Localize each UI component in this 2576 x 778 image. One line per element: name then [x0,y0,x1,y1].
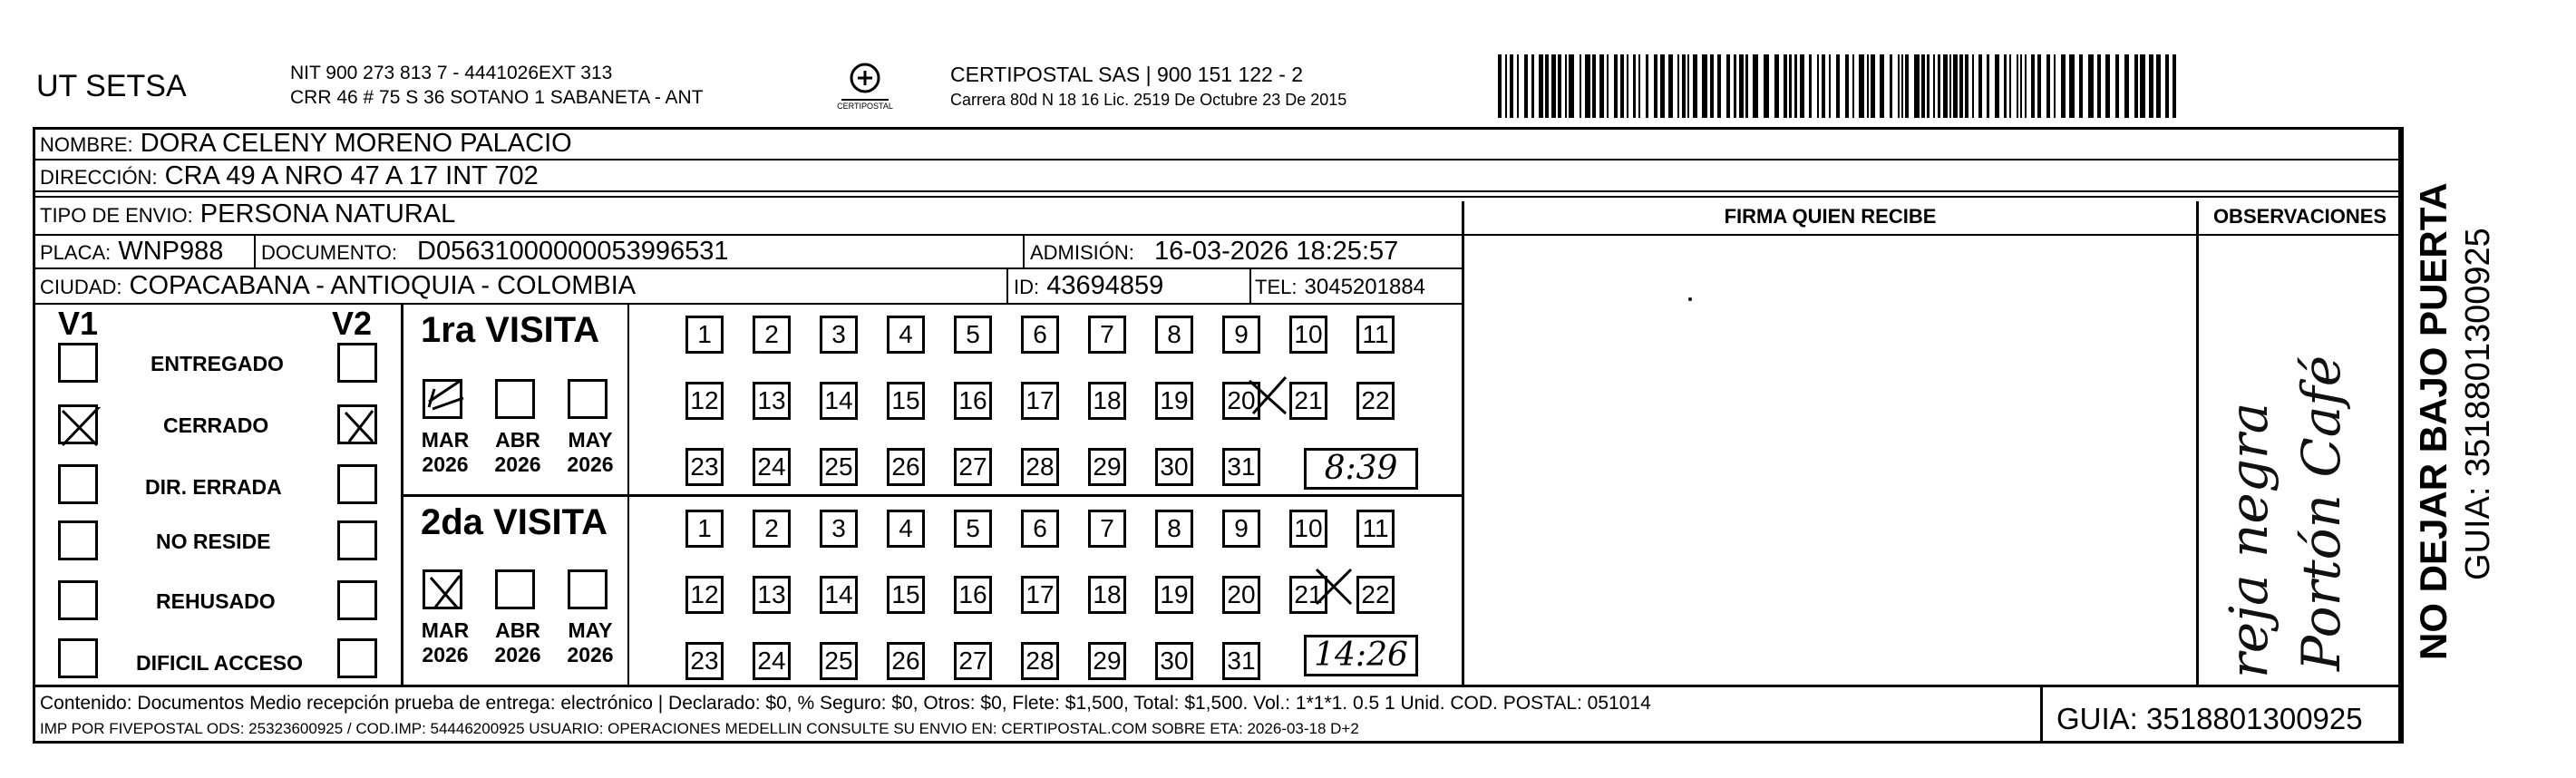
documento-field [261,236,729,268]
id-value: 43694859 [1046,271,1164,300]
direccion-field [40,160,539,193]
company-name: UT SETSA [36,69,187,103]
visit-1-day-15[interactable]: 15 [887,382,925,420]
v1-dificil-acceso-checkbox[interactable] [58,638,98,678]
visit-1-day-7[interactable]: 7 [1088,316,1126,354]
visit-1-day-3[interactable]: 3 [820,316,858,354]
visit-2-day-18[interactable]: 18 [1088,576,1126,614]
logo-text: CERTIPOSTAL [837,102,893,111]
visit-2-day-29[interactable]: 29 [1088,642,1126,680]
visit-2-day-23[interactable]: 23 [685,642,724,680]
visit-1-mar-box[interactable] [423,379,462,419]
v2-dir-errada-checkbox[interactable] [337,464,377,504]
visit-1-day-25[interactable]: 25 [820,448,858,486]
visit-2-day-21[interactable]: 21 [1289,576,1327,614]
v2-no-reside-checkbox[interactable] [337,520,377,560]
footer-contents: Contenido: Documentos Medio recepción prueba de entrega: electrónico | Declarado: $0, % Seguro: $0, Otros: $0, Flete: $1,500, Total: $1,500. Vol.: 1*1*1. 0.5 1 Unid. COD. POSTAL: 051014 [40,693,1651,714]
documento-value: D05631000000053996531 [417,237,729,266]
direccion-label: DIRECCIÓN: [40,166,158,189]
nombre-field [40,128,572,160]
visit-2-abr-box[interactable] [495,569,535,609]
visit-1-month-abr: ABR 2026 [494,428,541,476]
visit-1-day-28[interactable]: 28 [1021,448,1059,486]
visit-2-month-mar: MAR 2026 [421,618,470,666]
visit-2-month-abr: ABR 2026 [494,618,541,666]
visit-2-title: 2da VISITA [421,502,608,542]
placa-label: PLACA: [40,241,112,264]
visit-1-day-20[interactable]: 20 [1222,382,1260,420]
observaciones-header: OBSERVACIONES [2212,205,2387,228]
cross-mark-icon [1246,374,1291,419]
visit-2-time: 14:26 [1304,635,1418,676]
visit-2-month-may: MAY 2026 [567,618,614,666]
visit-2-day-20[interactable]: 20 [1222,576,1260,614]
visit-1-abr-box[interactable] [495,379,535,419]
visit-2-day-13[interactable]: 13 [753,576,791,614]
visit-1-day-12[interactable]: 12 [685,382,724,420]
visit-2-day-7[interactable]: 7 [1088,510,1126,548]
visit-1-day-4[interactable]: 4 [887,316,925,354]
visit-1-day-18[interactable]: 18 [1088,382,1126,420]
visit-1-day-31[interactable]: 31 [1222,448,1260,486]
admision-label: ADMISIÓN: [1030,241,1134,264]
v2-entregado-checkbox[interactable] [337,343,377,383]
checkmark-icon [425,382,465,422]
visit-2-day-8[interactable]: 8 [1155,510,1193,548]
v1-entregado-checkbox[interactable] [58,343,98,383]
day-20-mark-v1 [1246,374,1291,423]
visit-1-day-13[interactable]: 13 [753,382,791,420]
visit-2-day-25[interactable]: 25 [820,642,858,680]
status-entregado-label: ENTREGADO [151,352,284,375]
status-cerrado-label: CERRADO [163,413,269,437]
visit-1-month-mar: MAR 2026 [421,428,470,476]
carrier-license: Carrera 80d N 18 16 Lic. 2519 De Octubre 23 De 2015 [950,91,1347,109]
v2-rehusado-checkbox[interactable] [337,580,377,620]
status-dir-errada-label: DIR. ERRADA [145,475,282,499]
tel-value: 3045201884 [1304,275,1426,299]
visit-1-day-21[interactable]: 21 [1289,382,1327,420]
v1-header: V1 [58,305,99,342]
ciudad-label: CIUDAD: [40,276,122,298]
visit-2-day-14[interactable]: 14 [820,576,858,614]
ciudad-field [40,270,636,303]
visit-2-day-3[interactable]: 3 [820,510,858,548]
signature-area [1688,297,1692,301]
visit-2-day-28[interactable]: 28 [1021,642,1059,680]
visit-2-mar-box[interactable] [423,569,462,609]
visit-1-day-19[interactable]: 19 [1155,382,1193,420]
ciudad-value: COPACABANA - ANTIOQUIA - COLOMBIA [129,271,637,300]
v1-dir-errada-checkbox[interactable] [58,464,98,504]
visit-1-day-14[interactable]: 14 [820,382,858,420]
company-nit: NIT 900 273 813 7 - 4441026EXT 313 [290,63,613,83]
visit-2-day-17[interactable]: 17 [1021,576,1059,614]
documento-label: DOCUMENTO: [261,241,397,264]
cross-mark-icon [340,407,380,447]
visit-1-day-11[interactable]: 11 [1356,316,1395,354]
direccion-value: CRA 49 A NRO 47 A 17 INT 702 [164,161,539,190]
v1-no-reside-checkbox[interactable] [58,520,98,560]
carrier-name: CERTIPOSTAL SAS | 900 151 122 - 2 [950,63,1304,86]
visit-2-may-box[interactable] [568,569,608,609]
visit-1-day-9[interactable]: 9 [1222,316,1260,354]
v1-rehusado-checkbox[interactable] [58,580,98,620]
visit-1-day-29[interactable]: 29 [1088,448,1126,486]
visit-1-day-26[interactable]: 26 [887,448,925,486]
firma-header: FIRMA QUIEN RECIBE [1724,205,1937,228]
nombre-label: NOMBRE: [40,133,133,156]
visit-1-day-8[interactable]: 8 [1155,316,1193,354]
visit-1-day-16[interactable]: 16 [954,382,992,420]
visit-2-day-16[interactable]: 16 [954,576,992,614]
id-label: ID: [1014,276,1040,298]
tel-field [1255,270,1425,303]
day-21-mark-v2 [1311,564,1356,613]
status-no-reside-label: NO RESIDE [156,530,271,553]
footer-guia: GUIA: 3518801300925 [2056,702,2363,735]
visit-1-day-30[interactable]: 30 [1155,448,1193,486]
visit-2-day-5[interactable]: 5 [954,510,992,548]
tipo-label: TIPO DE ENVIO: [40,204,193,227]
v2-header: V2 [332,305,373,342]
visit-1-day-10[interactable]: 10 [1289,316,1327,354]
visit-2-day-31[interactable]: 31 [1222,642,1260,680]
tipo-field [40,199,455,231]
visit-2-day-10[interactable]: 10 [1289,510,1327,548]
visit-1-may-box[interactable] [568,379,608,419]
footer-print-info: IMP POR FIVEPOSTAL ODS: 25323600925 / COD.IMP: 54446200925 USUARIO: OPERACIONES MEDELLIN CONSULTE SU ENVIO EN: CERTIPOSTAL.COM SOBRE ETA: 2026-03-18 D+2 [40,720,1359,737]
visit-2-day-4[interactable]: 4 [887,510,925,548]
v2-cerrado-checkbox[interactable] [337,404,377,444]
visit-1-time: 8:39 [1304,448,1418,490]
visit-1-day-24[interactable]: 24 [753,448,791,486]
visit-1-day-27[interactable]: 27 [954,448,992,486]
barcode [1498,54,2176,118]
visit-2-day-24[interactable]: 24 [753,642,791,680]
side-warning: NO DEJAR BAJO PUERTA [2412,182,2454,660]
visit-2-day-12[interactable]: 12 [685,576,724,614]
visit-2-day-2[interactable]: 2 [753,510,791,548]
id-field [1014,270,1163,303]
visit-2-day-1[interactable]: 1 [685,510,724,548]
status-dificil-acceso-label: DIFICIL ACCESO [136,651,304,675]
visit-1-title: 1ra VISITA [421,310,600,350]
visit-2-day-19[interactable]: 19 [1155,576,1193,614]
visit-2-day-22[interactable]: 22 [1356,576,1395,614]
company-address: CRR 46 # 75 S 36 SOTANO 1 SABANETA - ANT [290,87,704,108]
visit-2-day-15[interactable]: 15 [887,576,925,614]
visit-1-day-5[interactable]: 5 [954,316,992,354]
visit-1-day-6[interactable]: 6 [1021,316,1059,354]
visit-1-day-22[interactable]: 22 [1356,382,1395,420]
visit-2-day-9[interactable]: 9 [1222,510,1260,548]
cross-mark-icon [1311,564,1356,609]
tel-label: TEL: [1255,276,1298,298]
admision-value: 16-03-2026 18:25:57 [1153,237,1399,266]
nombre-value: DORA CELENY MORENO PALACIO [140,129,572,158]
visit-1-day-17[interactable]: 17 [1021,382,1059,420]
status-rehusado-label: REHUSADO [156,589,276,613]
visit-1-day-1[interactable]: 1 [685,316,724,354]
side-guia: GUIA: 3518801300925 [2459,228,2497,580]
placa-value: WNP988 [118,237,224,266]
checkmark-icon [61,407,101,447]
observation-handwriting-1: reja negra [2218,402,2280,678]
visit-1-month-may: MAY 2026 [567,428,614,476]
visit-2-day-27[interactable]: 27 [954,642,992,680]
observation-handwriting-2: Portón Café [2290,355,2352,671]
admision-field [1030,236,1398,268]
tipo-value: PERSONA NATURAL [199,199,456,229]
visit-2-day-6[interactable]: 6 [1021,510,1059,548]
v1-cerrado-checkbox[interactable] [58,404,98,444]
visit-2-day-30[interactable]: 30 [1155,642,1193,680]
v2-dificil-acceso-checkbox[interactable] [337,638,377,678]
visit-2-day-11[interactable]: 11 [1356,510,1395,548]
visit-2-day-26[interactable]: 26 [887,642,925,680]
visit-1-day-23[interactable]: 23 [685,448,724,486]
certipostal-logo [832,60,898,114]
cross-mark-icon [425,572,465,612]
placa-field [40,236,223,268]
visit-1-day-2[interactable]: 2 [753,316,791,354]
